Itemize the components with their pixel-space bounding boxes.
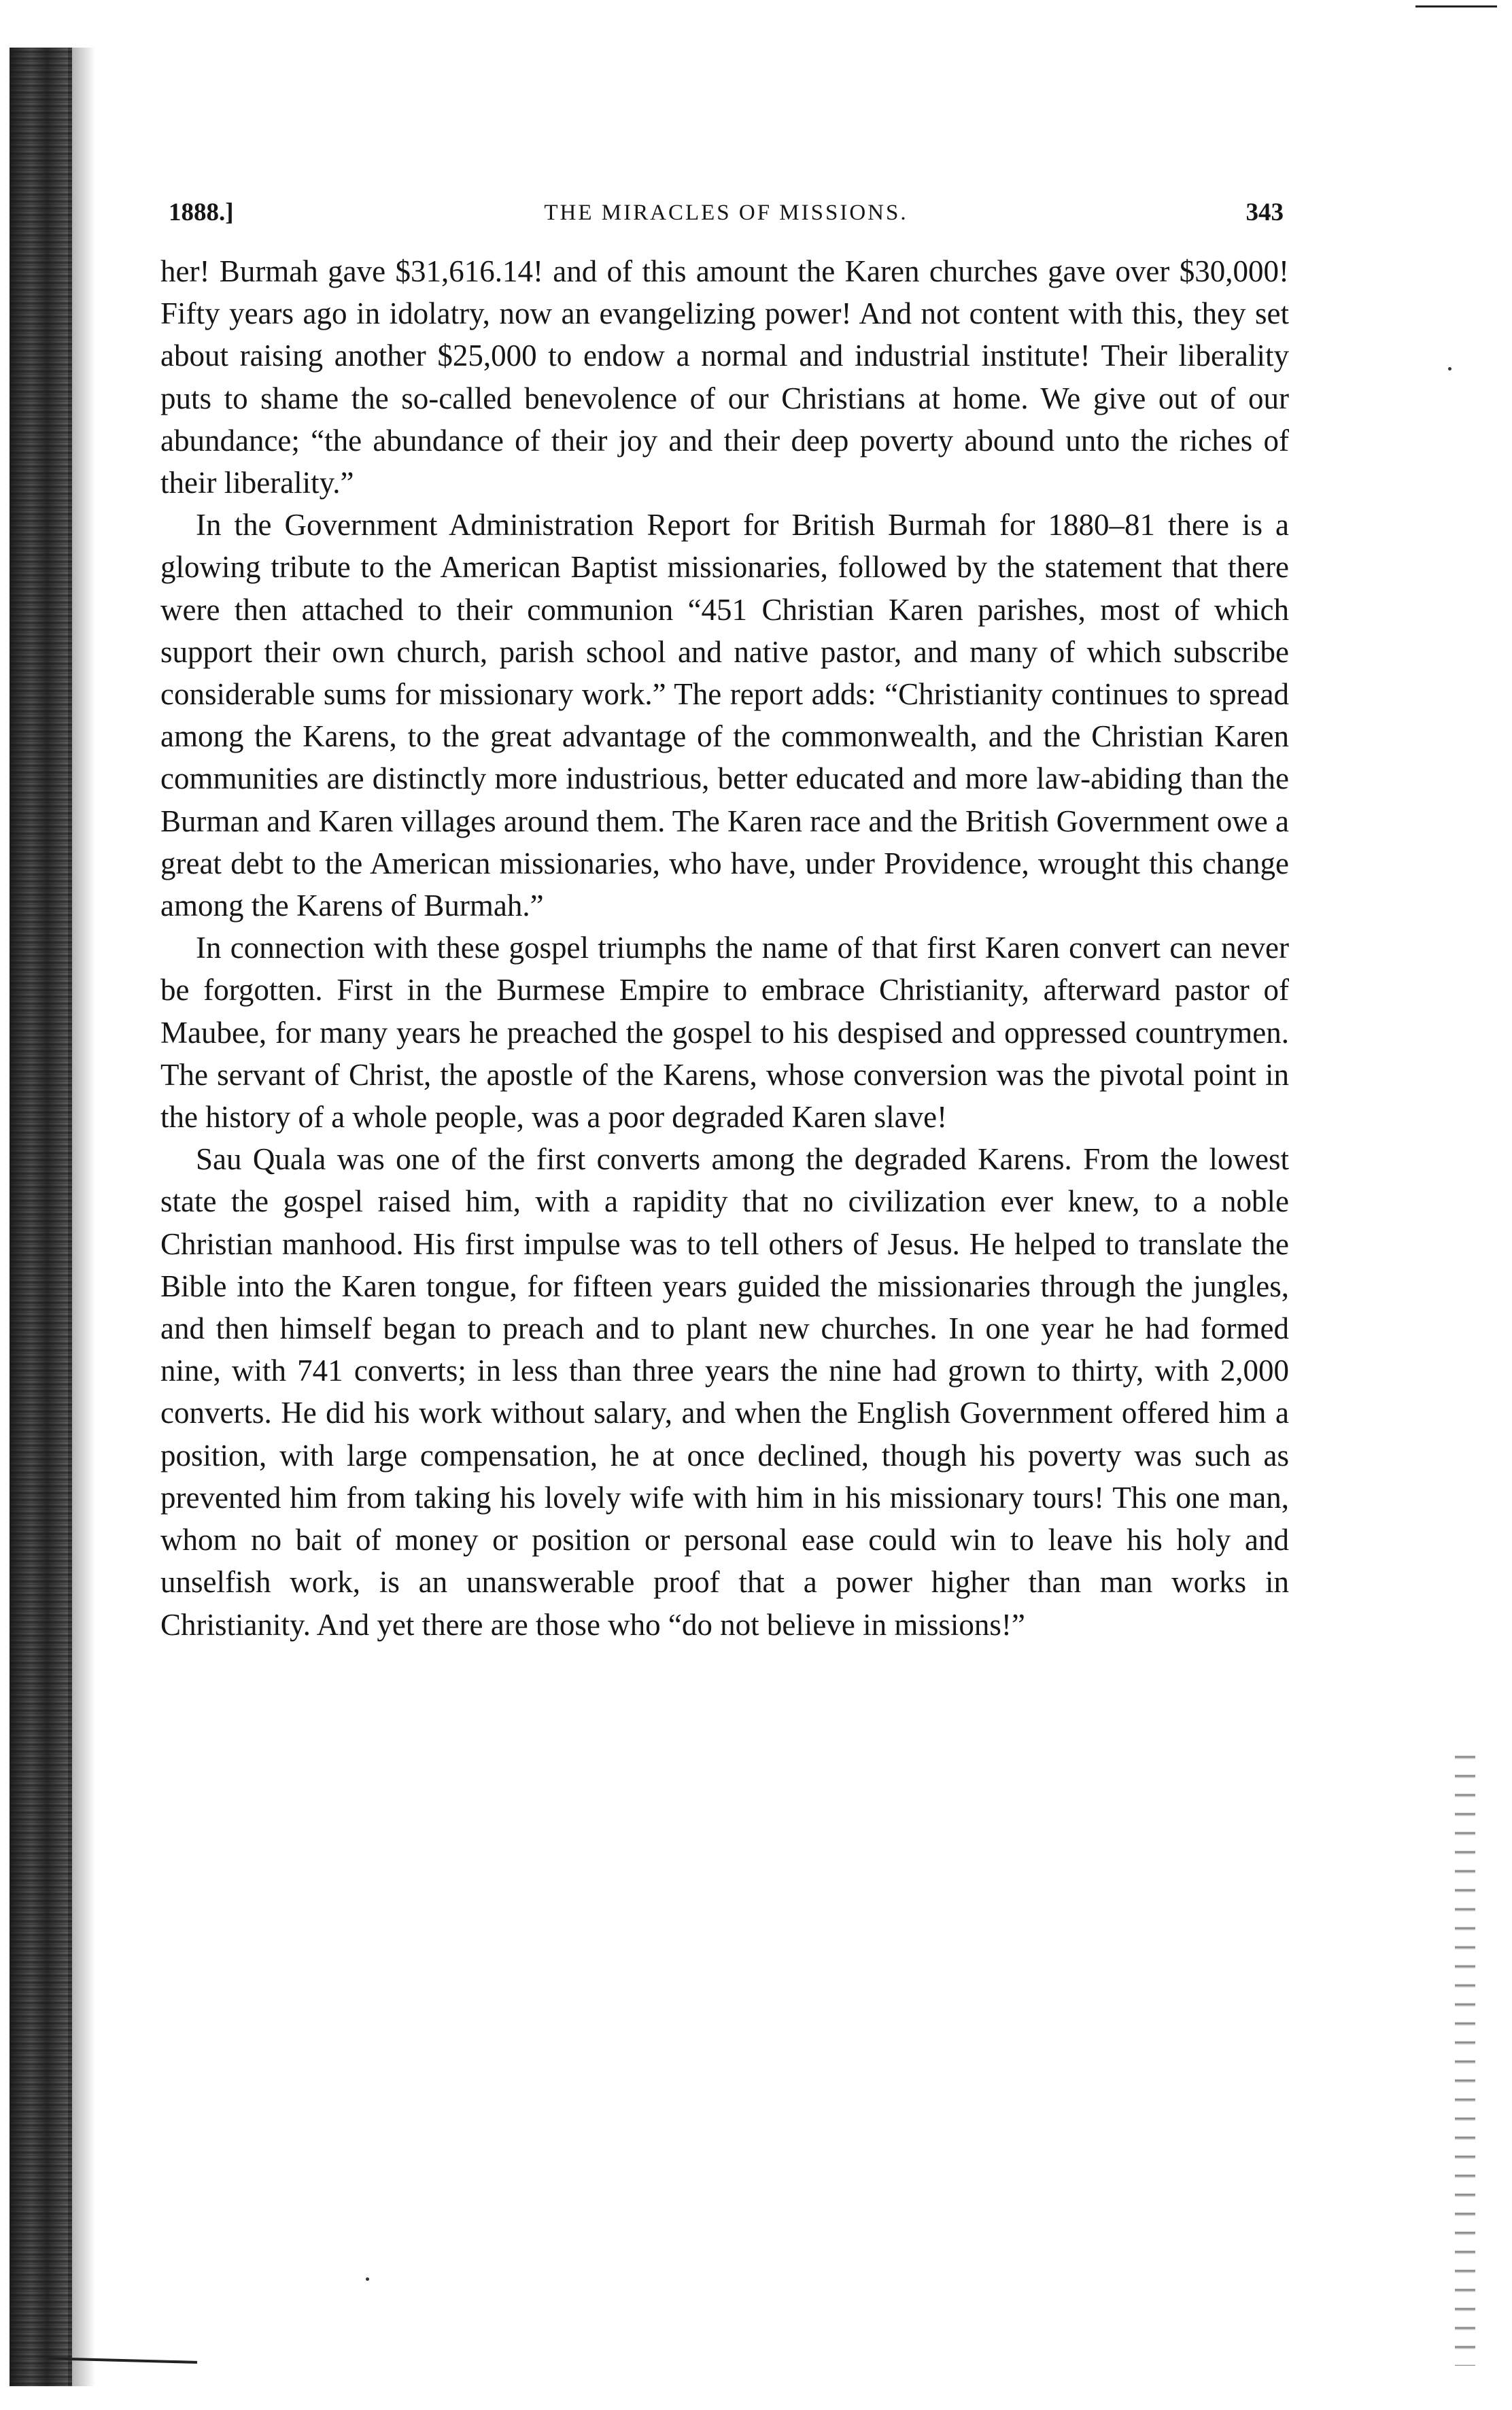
paragraph: Sau Quala was one of the first converts among the degraded Karens. From the lowest state the gospel raised him, with a rapidity that no civilization ever knew, to a noble Christian manhood. His first impulse was to tell others of Jesus. He helped to translate the Bible into the Karen tongue, for fifteen years guided the missionaries through the jungles, and then himself began to preach and to plant new churches. In one year he had formed nine, with 741 converts; in less than three years the nine had grown to thirty, with 2,000 converts. He did his work without salary, and when the English Government offered him a position, with large compensation, he at once declined, though his poverty was such as prevented him from taking his lovely wife with him in his missionary tours! This one man, whom no bait of money or position or personal ease could win to leave his holy and unselfish work, is an unanswerable proof that a power higher than man works in Christianity. And yet there are those who “do not believe in missions!” (160, 1142, 1289, 1642)
running-title: THE MIRACLES OF MISSIONS. (544, 201, 908, 225)
running-header (169, 196, 1284, 230)
page-number: 343 (1245, 199, 1284, 226)
paragraph: In the Government Administration Report for British Burmah for 1880–81 there is a glowing tribute to the American Baptist missionaries, followed by the statement that there were then attached to their communion “451 Christian Karen parishes, most of which support their own church, parish school and native pastor, and many of which subscribe considerable sums for missionary work.” The report adds: “Christianity continues to spread among the Karens, to the great advantage of the commonwealth, and the Christian Karen communities are distinctly more industrious, better educated and more law-abiding than the Burman and Karen villages around them. The Karen race and the British Government owe a great debt to the American missionaries, who have, under Providence, wrought this change among the Karens of Burmah.” (160, 508, 1289, 923)
paragraph: In connection with these gospel triumphs the name of that first Karen convert can never be forgotten. First in the Burmese Empire to embrace Christianity, afterward pastor of Maubee, for many years he preached the gospel to his despised and oppressed countrymen. The servant of Christ, the apostle of the Karens, whose conversion was the pivotal point in the history of a whole people, was a poor degraded Karen slave! (160, 931, 1289, 1135)
header-year: 1888.] (169, 199, 234, 226)
top-edge-mark (1415, 5, 1497, 7)
right-margin-specks (1455, 1740, 1475, 2366)
margin-speck (366, 2277, 369, 2281)
gutter-fade (68, 48, 95, 2386)
binding-gutter-shadow (10, 48, 72, 2386)
margin-speck (1448, 367, 1451, 371)
page-body (160, 250, 1289, 1646)
paragraph: her! Burmah gave $31,616.14! and of this amount the Karen churches gave over $30,000! Fifty years ago in idolatry, now an evangelizing power! And not content with this, they set about raising another $25,000 to endow a normal and industrial institute! Their liberality puts to shame the so-called benevolence of our Christians at home. We give out of our abundance; “the abundance of their joy and their deep poverty abound unto the riches of their liberality.” (160, 254, 1289, 500)
